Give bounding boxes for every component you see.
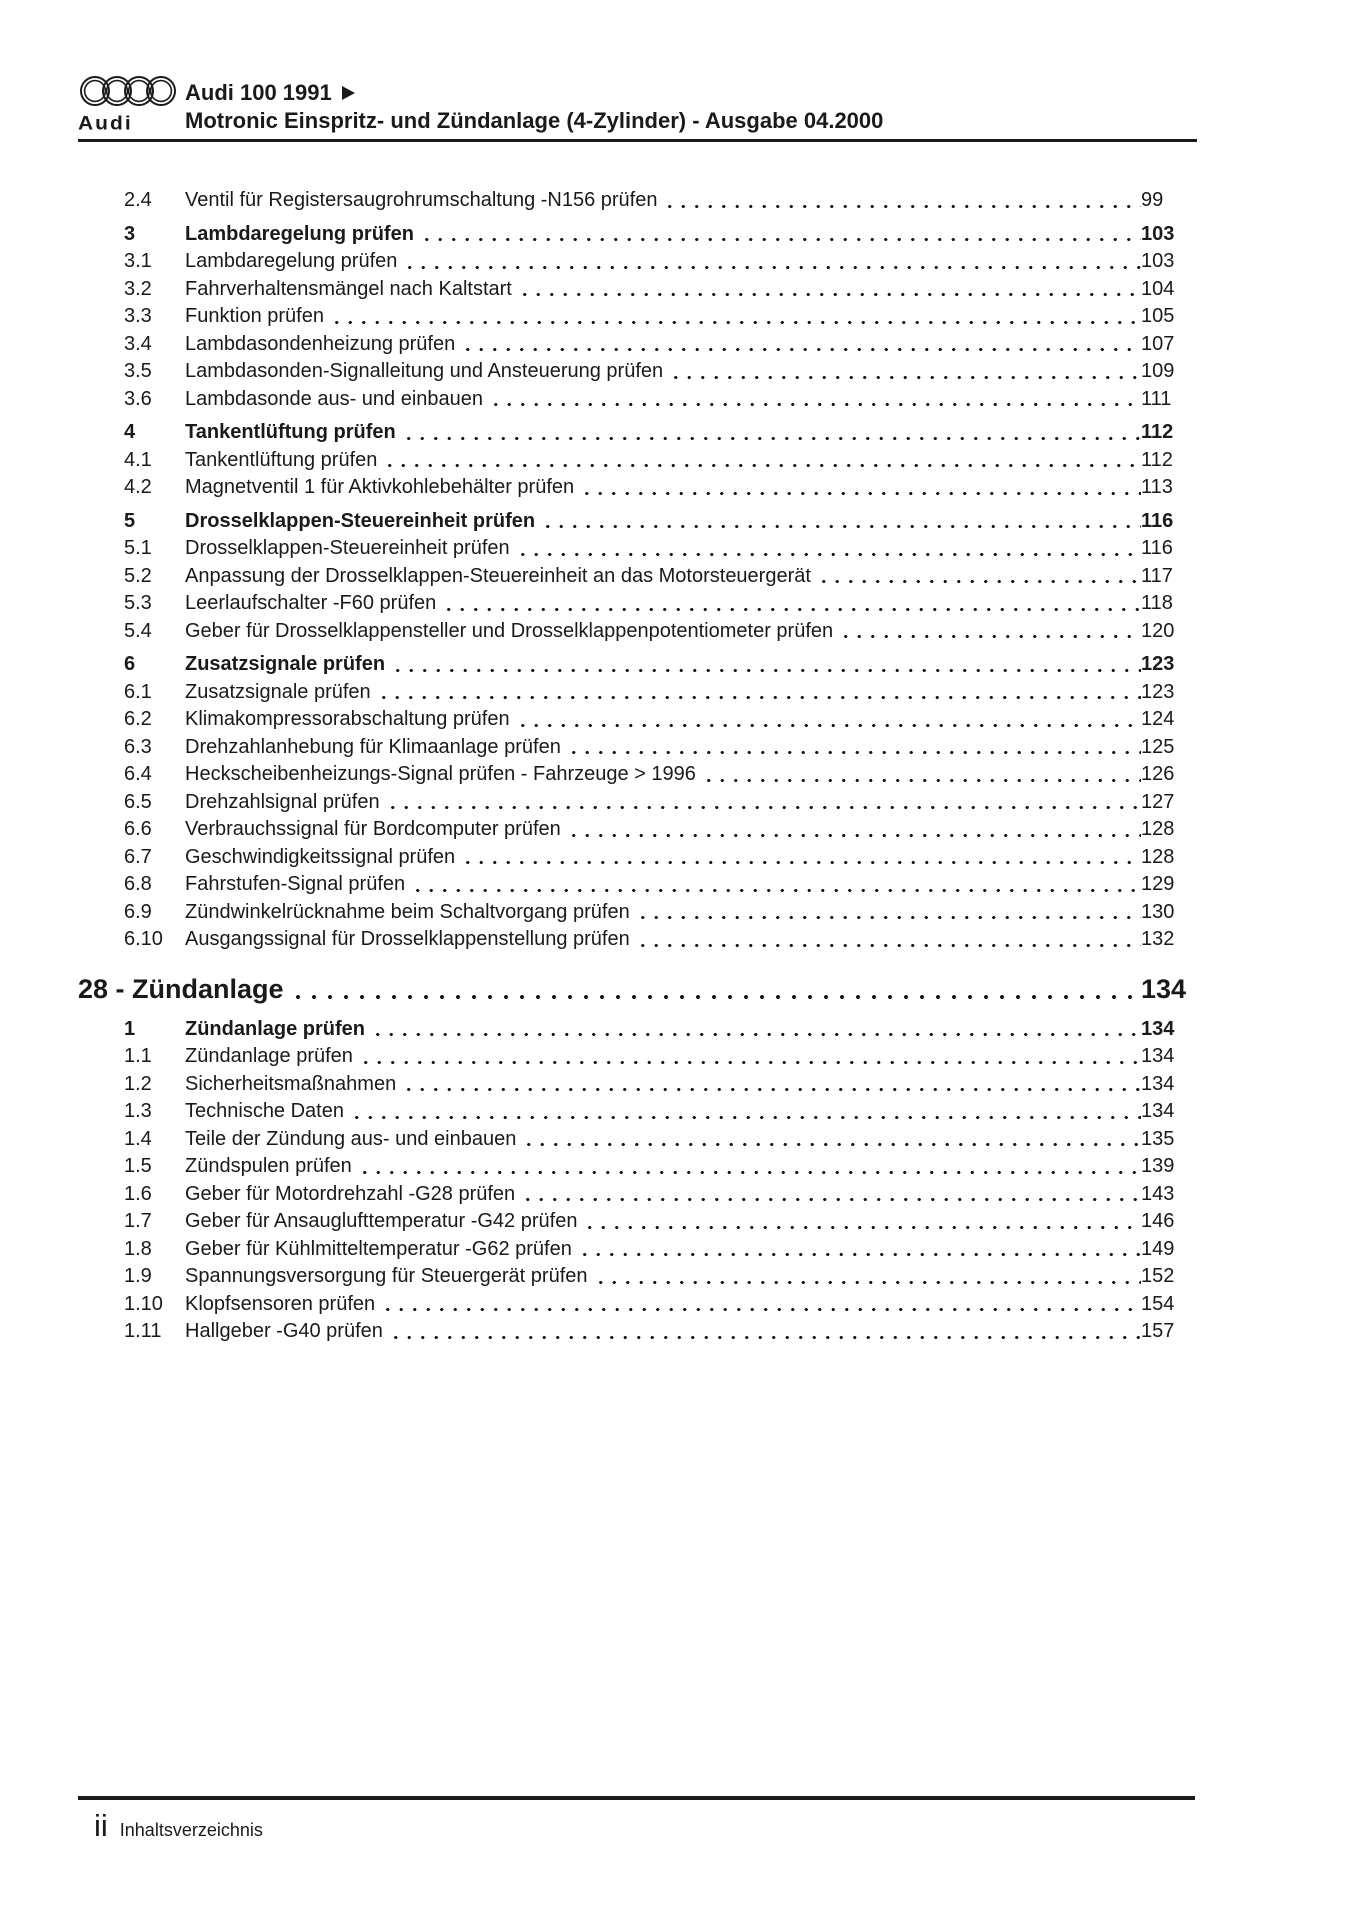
- toc-entry-title: Hallgeber -G40 prüfen: [185, 1320, 383, 1342]
- header-model-line: [185, 79, 1197, 107]
- dot-leader: [381, 1291, 1141, 1319]
- toc-entry-page: 149: [1141, 1237, 1175, 1260]
- toc-entry-number: 3.2: [124, 277, 152, 300]
- toc-entry-number: 6.9: [124, 900, 152, 923]
- toc-entry-number: 3.6: [124, 387, 152, 410]
- toc-entry-page: 123: [1141, 653, 1175, 675]
- toc-entry-number: 3.5: [124, 360, 152, 382]
- dot-leader: [516, 706, 1141, 734]
- toc-entry-page: 139: [1141, 1155, 1175, 1177]
- header-subject-line: Motronic Einspritz- und Zündanlage (4-Zylinder) - Ausgabe 04.2000: [185, 108, 884, 133]
- toc-entry-title: 28 - Zündanlage: [78, 973, 284, 1004]
- dot-leader: [636, 926, 1141, 954]
- dot-leader: [578, 1236, 1141, 1264]
- toc-entry-title: Zündanlage prüfen: [185, 1017, 365, 1040]
- toc-entry-number: 4: [124, 421, 136, 443]
- toc-entry-title: Klopfsensoren prüfen: [185, 1292, 376, 1315]
- toc-entry-page: 132: [1141, 928, 1175, 950]
- toc-entry-title: Ventil für Registersaugrohrumschaltung -N156 prüfen: [185, 189, 658, 211]
- toc-row: [78, 1126, 1197, 1154]
- toc-entry-page: 116: [1141, 509, 1174, 532]
- header-divider: [78, 139, 1197, 142]
- toc-entry-title: Lambdasondenheizung prüfen: [185, 332, 456, 355]
- toc-entry-page: 127: [1141, 790, 1175, 813]
- toc-row: [78, 971, 1197, 1008]
- toc-row: [78, 816, 1197, 844]
- toc-entry-page: 99: [1141, 189, 1164, 211]
- toc-entry-title: Anpassung der Drosselklappen-Steuereinheit an das Motorsteuergerät: [185, 564, 811, 587]
- footer-text: [78, 1809, 1195, 1843]
- toc-row: [78, 1016, 1197, 1044]
- dot-leader: [516, 535, 1141, 563]
- toc-row: [78, 734, 1197, 762]
- dot-leader: [403, 248, 1141, 276]
- toc-entry-page: 157: [1141, 1320, 1175, 1342]
- toc-entry-number: 6.6: [124, 818, 152, 840]
- toc-row: [78, 535, 1197, 563]
- dot-leader: [461, 844, 1141, 872]
- toc-entry-page: 128: [1141, 818, 1175, 840]
- toc-entry-number: 6.8: [124, 873, 152, 895]
- dot-leader: [402, 419, 1141, 447]
- toc-row: [78, 706, 1197, 734]
- toc-entry-page: 123: [1141, 680, 1175, 703]
- dot-leader: [377, 679, 1141, 707]
- dot-leader: [522, 1126, 1141, 1154]
- toc-entry-page: 143: [1141, 1182, 1175, 1205]
- toc-entry-page: 105: [1141, 305, 1175, 327]
- toc-entry-number: 1.2: [124, 1072, 152, 1095]
- toc-entry-number: 1.7: [124, 1210, 152, 1232]
- toc-row: [78, 1153, 1197, 1181]
- toc-entry-number: 6.1: [124, 680, 152, 703]
- dot-leader: [594, 1263, 1142, 1291]
- toc-entry-title: Fahrverhaltensmängel nach Kaltstart: [185, 277, 512, 300]
- toc-entry-number: 5: [124, 509, 136, 532]
- toc-entry-page: 152: [1141, 1265, 1175, 1287]
- toc-entry-page: 146: [1141, 1210, 1175, 1232]
- toc-entry-page: 117: [1141, 564, 1173, 587]
- toc-entry-number: 5.2: [124, 564, 152, 587]
- toc-row: [78, 187, 1197, 215]
- toc-entry-title: Lambdasonde aus- und einbauen: [185, 387, 484, 410]
- toc-entry-title: Sicherheitsmaßnahmen: [185, 1072, 397, 1095]
- toc-entry-number: 5.1: [124, 537, 152, 559]
- toc-entry-number: 1.5: [124, 1155, 152, 1177]
- toc-entry-title: Tankentlüftung prüfen: [185, 448, 378, 471]
- toc-row: [78, 871, 1197, 899]
- toc-row: [78, 844, 1197, 872]
- dot-leader: [541, 508, 1141, 536]
- audi-wordmark: Audi: [78, 112, 133, 135]
- toc-entry-page: 112: [1141, 448, 1173, 471]
- toc-entry-number: 6.2: [124, 708, 152, 730]
- toc-entry-page: 129: [1141, 873, 1175, 895]
- dot-leader: [518, 276, 1141, 304]
- toc-row: [78, 679, 1197, 707]
- dot-leader: [371, 1016, 1141, 1044]
- toc-list: [78, 187, 1197, 1346]
- toc-row: [78, 1208, 1197, 1236]
- toc-entry-title: Geber für Motordrehzahl -G28 prüfen: [185, 1182, 516, 1205]
- footer-label: Inhaltsverzeichnis: [119, 1820, 263, 1840]
- toc-entry-page: 104: [1141, 277, 1175, 300]
- toc-entry-page: 103: [1141, 250, 1175, 272]
- toc-entry-number: 5.3: [124, 592, 152, 614]
- toc-row: [78, 386, 1197, 414]
- toc-entry-title: Zündwinkelrücknahme beim Schaltvorgang prüfen: [185, 900, 630, 923]
- toc-entry-page: 128: [1141, 845, 1175, 868]
- toc-row: [78, 419, 1197, 447]
- toc-entry-number: 1.11: [124, 1320, 162, 1342]
- toc-entry-number: 3.4: [124, 332, 152, 355]
- toc-entry-number: 1.9: [124, 1265, 152, 1287]
- header-text: [185, 79, 1197, 135]
- dot-leader: [583, 1208, 1141, 1236]
- toc-entry-page: 113: [1141, 476, 1173, 498]
- toc-entry-page: 126: [1141, 763, 1175, 785]
- toc-entry-number: 1.1: [124, 1045, 152, 1067]
- dot-leader: [359, 1043, 1141, 1071]
- toc-entry-number: 3.1: [124, 250, 152, 272]
- dot-leader: [411, 871, 1141, 899]
- toc-entry-title: Zündanlage prüfen: [185, 1045, 353, 1067]
- toc-entry-title: Geber für Ansauglufttemperatur -G42 prüfen: [185, 1210, 578, 1232]
- dot-leader: [386, 789, 1141, 817]
- dot-leader: [839, 618, 1141, 646]
- toc-row: [78, 303, 1197, 331]
- toc-row: [78, 926, 1197, 954]
- toc-entry-page: 103: [1141, 222, 1175, 245]
- toc-row: [78, 563, 1197, 591]
- toc-row: [78, 618, 1197, 646]
- dot-leader: [402, 1071, 1141, 1099]
- dot-leader: [567, 734, 1141, 762]
- toc-entry-page: 134: [1141, 973, 1187, 1004]
- toc-entry-title: Geber für Drosselklappensteller und Drosselklappenpotentiometer prüfen: [185, 619, 834, 642]
- toc-entry-page: 154: [1141, 1292, 1175, 1315]
- toc-row: [78, 1291, 1197, 1319]
- toc-entry-title: Teile der Zündung aus- und einbauen: [185, 1127, 517, 1150]
- toc-entry-page: 111: [1141, 387, 1172, 410]
- page-header: [78, 72, 1197, 135]
- dot-leader: [521, 1181, 1141, 1209]
- toc-row: [78, 761, 1197, 789]
- toc-entry-title: Ausgangssignal für Drosselklappenstellung prüfen: [185, 928, 630, 950]
- toc-entry-page: 124: [1141, 708, 1175, 730]
- toc-row: [78, 1318, 1197, 1346]
- dot-leader: [702, 761, 1141, 789]
- toc-entry-number: 2.4: [124, 189, 152, 211]
- toc-entry-number: 1: [124, 1017, 136, 1040]
- toc-entry-title: Klimakompressorabschaltung prüfen: [185, 708, 510, 730]
- toc-entry-number: 6.5: [124, 790, 152, 813]
- toc-entry-title: Lambdaregelung prüfen: [185, 250, 398, 272]
- toc-row: [78, 1098, 1197, 1126]
- toc-entry-page: 107: [1141, 332, 1175, 355]
- toc-entry-title: Drosselklappen-Steuereinheit prüfen: [185, 509, 536, 532]
- toc-entry-title: Magnetventil 1 für Aktivkohlebehälter prüfen: [185, 476, 575, 498]
- toc-entry-page: 130: [1141, 900, 1175, 923]
- toc-row: [78, 1236, 1197, 1264]
- toc-entry-page: 118: [1141, 592, 1173, 614]
- toc-entry-title: Fahrstufen-Signal prüfen: [185, 873, 406, 895]
- toc-entry-page: 134: [1141, 1045, 1175, 1067]
- toc-entry-title: Geschwindigkeitssignal prüfen: [185, 845, 456, 868]
- toc-entry-title: Lambdasonden-Signalleitung und Ansteuerung prüfen: [185, 360, 664, 382]
- toc-entry-number: 6: [124, 653, 136, 675]
- footer-page-number: ii: [94, 1808, 108, 1843]
- audi-logo: [78, 72, 185, 135]
- toc-row: [78, 789, 1197, 817]
- page-content: [78, 72, 1197, 1346]
- dot-leader: [290, 971, 1141, 1008]
- dot-leader: [636, 899, 1141, 927]
- toc-row: [78, 474, 1197, 502]
- dot-leader: [330, 303, 1141, 331]
- dot-leader: [442, 590, 1141, 618]
- toc-entry-number: 1.6: [124, 1182, 152, 1205]
- toc-entry-number: 1.4: [124, 1127, 152, 1150]
- toc-entry-number: 6.4: [124, 763, 152, 785]
- toc-entry-title: Heckscheibenheizungs-Signal prüfen - Fahrzeuge > 1996: [185, 763, 696, 785]
- toc-entry-page: 135: [1141, 1127, 1175, 1150]
- toc-entry-number: 3.3: [124, 305, 152, 327]
- toc-entry-title: Spannungsversorgung für Steuergerät prüfen: [185, 1265, 588, 1287]
- dot-leader: [580, 474, 1141, 502]
- toc-entry-number: 6.3: [124, 735, 152, 758]
- toc-row: [78, 1181, 1197, 1209]
- toc-entry-page: 134: [1141, 1072, 1175, 1095]
- toc-entry-page: 116: [1141, 537, 1173, 559]
- toc-entry-number: 4.2: [124, 476, 152, 498]
- footer-divider: [78, 1796, 1195, 1800]
- toc-row: [78, 899, 1197, 927]
- toc-entry-page: 125: [1141, 735, 1175, 758]
- toc-entry-title: Drosselklappen-Steuereinheit prüfen: [185, 537, 510, 559]
- toc-row: [78, 651, 1197, 679]
- toc-row: [78, 1263, 1197, 1291]
- toc-entry-title: Technische Daten: [185, 1100, 344, 1122]
- toc-entry-number: 1.10: [124, 1292, 163, 1315]
- dot-leader: [358, 1153, 1141, 1181]
- toc-row: [78, 358, 1197, 386]
- toc-entry-number: 1.3: [124, 1100, 152, 1122]
- toc-entry-title: Zündspulen prüfen: [185, 1155, 352, 1177]
- dot-leader: [489, 386, 1141, 414]
- toc-entry-number: 1.8: [124, 1237, 152, 1260]
- toc-entry-title: Drehzahlanhebung für Klimaanlage prüfen: [185, 735, 561, 758]
- toc-entry-title: Lambdaregelung prüfen: [185, 222, 414, 245]
- toc-entry-title: Funktion prüfen: [185, 305, 324, 327]
- dot-leader: [420, 221, 1141, 249]
- toc-row: [78, 508, 1197, 536]
- header-model-text: Audi 100 1991: [185, 80, 332, 105]
- toc-entry-number: 4.1: [124, 448, 152, 471]
- dot-leader: [350, 1098, 1141, 1126]
- toc-entry-title: Drehzahlsignal prüfen: [185, 790, 380, 813]
- toc-entry-page: 134: [1141, 1100, 1175, 1122]
- toc-entry-page: 134: [1141, 1017, 1175, 1040]
- dot-leader: [817, 563, 1141, 591]
- toc-entry-title: Verbrauchssignal für Bordcomputer prüfen: [185, 818, 561, 840]
- dot-leader: [663, 187, 1141, 215]
- audi-rings-icon: [80, 72, 176, 112]
- dot-leader: [391, 651, 1141, 679]
- toc-entry-title: Zusatzsignale prüfen: [185, 653, 386, 675]
- toc-entry-title: Geber für Kühlmitteltemperatur -G62 prüfen: [185, 1237, 572, 1260]
- toc-row: [78, 331, 1197, 359]
- page-footer: [78, 1796, 1195, 1843]
- toc-entry-title: Leerlaufschalter -F60 prüfen: [185, 592, 437, 614]
- dot-leader: [383, 447, 1141, 475]
- toc-entry-page: 120: [1141, 619, 1175, 642]
- toc-entry-title: Tankentlüftung prüfen: [185, 421, 396, 443]
- dot-leader: [461, 331, 1141, 359]
- toc-entry-number: 3: [124, 222, 136, 245]
- toc-entry-title: Zusatzsignale prüfen: [185, 680, 371, 703]
- toc-row: [78, 447, 1197, 475]
- toc-entry-number: 6.7: [124, 845, 152, 868]
- toc-row: [78, 1043, 1197, 1071]
- dot-leader: [389, 1318, 1141, 1346]
- toc-row: [78, 590, 1197, 618]
- toc-entry-number: 5.4: [124, 619, 152, 642]
- dot-leader: [669, 358, 1141, 386]
- toc-entry-page: 112: [1141, 421, 1174, 443]
- toc-row: [78, 276, 1197, 304]
- toc-entry-number: 6.10: [124, 928, 163, 950]
- dot-leader: [567, 816, 1141, 844]
- toc-row: [78, 248, 1197, 276]
- toc-row: [78, 1071, 1197, 1099]
- toc-entry-page: 109: [1141, 360, 1175, 382]
- arrow-right-icon: [342, 86, 355, 100]
- toc-row: [78, 221, 1197, 249]
